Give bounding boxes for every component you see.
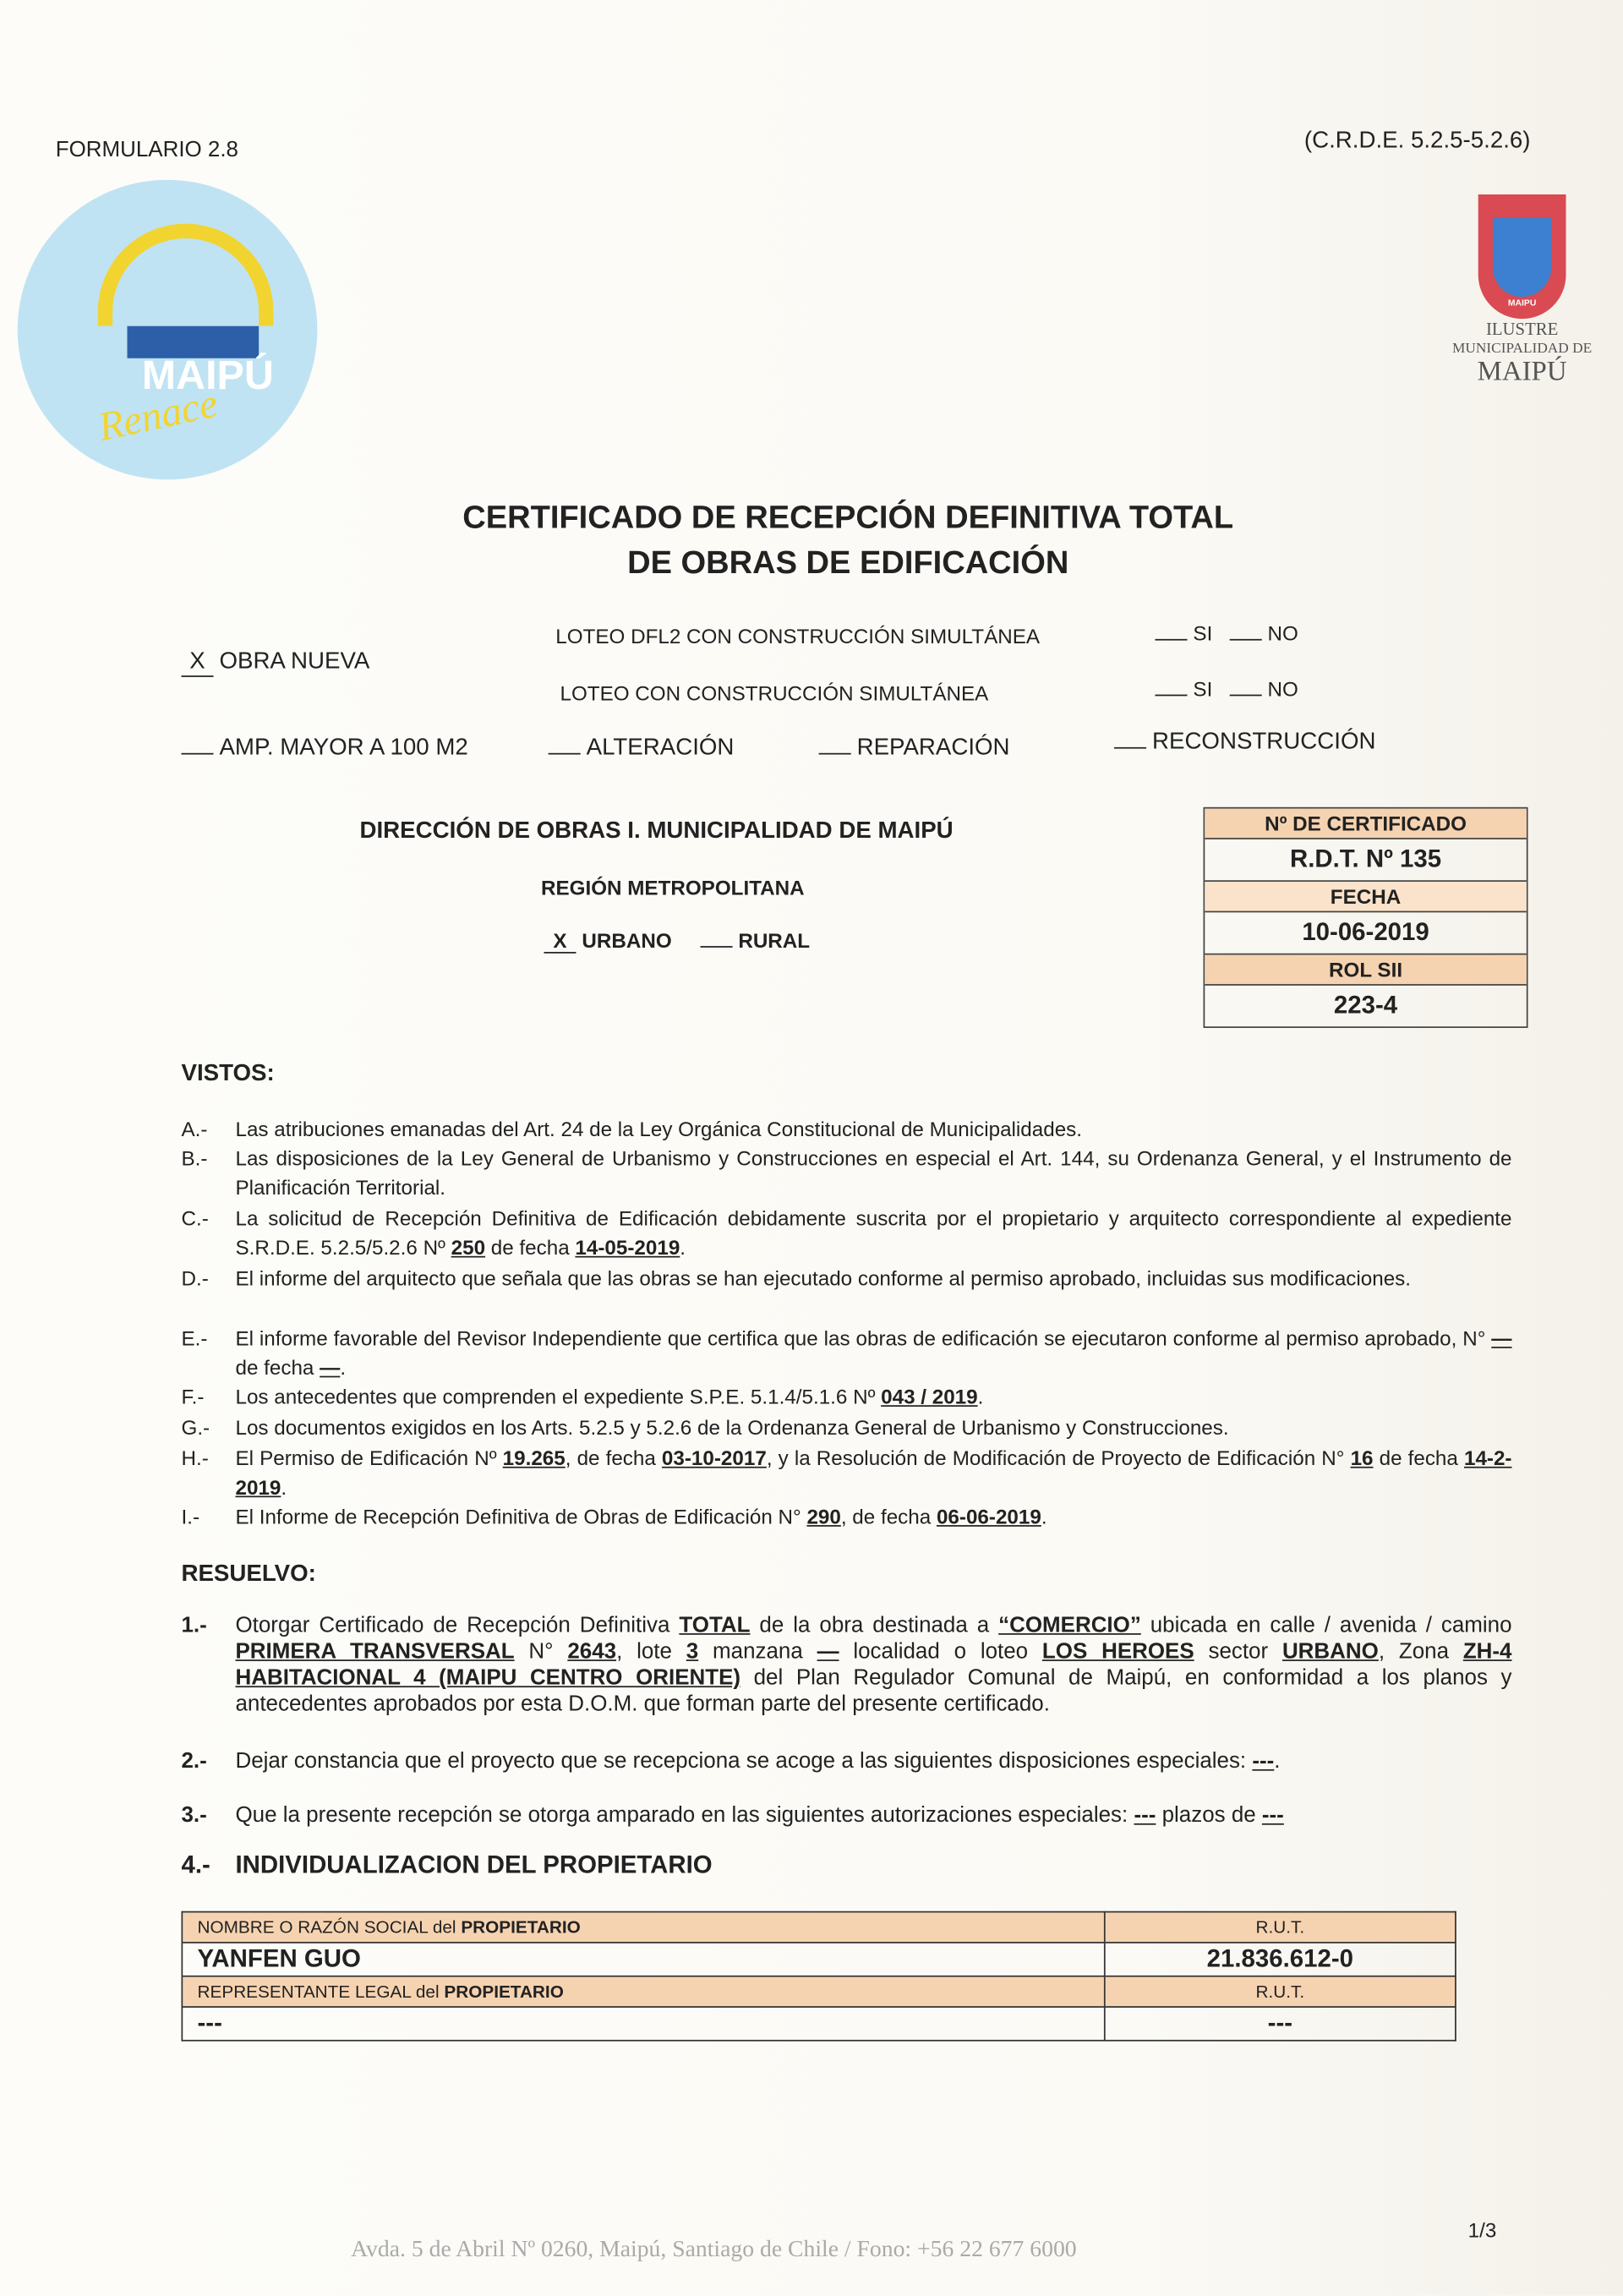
resuelvo-item-1: 1.- Otorgar Certificado de Recepción Definitiva TOTAL de la obra destinada a “COMERCIO” ubicada en calle / avenida / camino PRIMERA TRANSVERSAL N° 2643, lote 3 manzana — localidad o loteo LOS HEROES sector URBANO, Zona ZH-4 HABITACIONAL 4 (MAIPU CENTRO ORIENTE) del Plan Regulador Comunal de Maipú, en conformidad a los planos y antecedentes aprobados por esta D.O.M. que forman parte del presente certificado. — [181, 1612, 1512, 1717]
direccion-title: DIRECCIÓN DE OBRAS I. MUNICIPALIDAD DE MAIPÚ — [359, 818, 954, 845]
vistos-item: F.- Los antecedentes que comprenden el expediente S.P.E. 5.1.4/5.1.6 Nº 043 / 2019. — [181, 1385, 984, 1408]
vistos-item: B.- Las disposiciones de la Ley General de Urbanismo y Construcciones en especial el Art. 144, su Ordenanza General, y el Instrumento de Planificación Territorial. — [181, 1146, 1512, 1200]
maipu-renace-logo: MAIPÚ Renace — [18, 180, 318, 480]
resuelvo-item-2: 2.- Dejar constancia que el proyecto que se recepciona se acoge a las siguientes disposiciones especiales: ---. — [181, 1748, 1281, 1774]
owner-rut: 21.836.612-0 — [1105, 1943, 1456, 1976]
certificate-box: Nº DE CERTIFICADO R.D.T. Nº 135 FECHA 10-06-2019 ROL SII 223-4 — [1204, 807, 1528, 1028]
document-title: CERTIFICADO DE RECEPCIÓN DEFINITIVA TOTAL DE OBRAS DE EDIFICACIÓN — [462, 498, 1234, 581]
resuelvo-item-3: 3.- Que la presente recepción se otorga amparado en las siguientes autorizaciones especiales: --- plazos de --- — [181, 1802, 1284, 1829]
municipal-crest-logo: MAIPU ILUSTRE MUNICIPALIDAD DE MAIPÚ — [1440, 194, 1604, 389]
vistos-item: A.- Las atribuciones emanadas del Art. 24 de la Ley Orgánica Constitucional de Municipalidades. — [181, 1117, 1083, 1141]
option-reparacion: REPARACIÓN — [856, 735, 1010, 761]
vistos-item: I.- El Informe de Recepción Definitiva de Obras de Edificación N° 290, de fecha 06-06-2019. — [181, 1504, 1047, 1528]
form-label: FORMULARIO 2.8 — [55, 137, 238, 162]
resuelvo-heading: RESUELVO: — [181, 1561, 316, 1587]
certificate-page: FORMULARIO 2.8 (C.R.D.E. 5.2.5-5.2.6) MAIPÚ Renace MAIPU ILUSTRE MUNICIPALIDAD DE MAIPÚ CERTIFICADO DE RECEPCIÓN DEFINITIVA TOTAL DE OBRAS DE EDIFICACIÓN X OBRA NUEVA LOTEO DFL2 CON CONSTRUCCIÓN SIMULTÁNEA LOTEO CON CONSTRUCCIÓN SIMULTÁNEA SI NO SI NO AMP. MAYOR A 100 M2 ALTERACIÓN REPARACIÓN RECONSTRUCCIÓN DIRECCIÓN DE OBRAS I. MUNICIPALIDAD DE MAIPÚ REGIÓN METROPOLITANA X URBANO RURAL Nº DE CERTIFICADO R.D.T. Nº 135 FECHA 10-06-2019 ROL SII 223-4 VISTOS: A.- Las atribuciones emanadas del Art. 24 de la Ley Orgánica Constitucional de Municipalidades. B.- Las disposiciones de la Ley General de Urbanismo y Construcciones en especial el Art. 144, su Ordenanza General, y el Instrumento de Planificación Territorial. C.- La solicitud de Recepción Definitiva de Edificación debidamente suscrita por el propietario y arquitecto correspondiente al expediente S.R.D.E. 5.2.5/5.2.6 Nº 250 de fecha 14-05-2019. D.- El informe del arquitecto que señala que las obras se han ejecutado conforme al permiso aprobado, incluidas sus modificaciones. E.- El informe favorable del Revisor Independiente que certifica que las obras de edificación se ejecutaron conforme al permiso aprobado, N° — de fecha —. F.- Los antecedentes que comprenden el expediente S.P.E. 5.1.4/5.1.6 Nº 043 / 2019. G.- Los documentos exigidos en los Arts. 5.2.5 y 5.2.6 de la Ordenanza General de Urbanismo y Construcciones. H.- El Permiso de Edificación Nº 19.265, de fecha 03-10-2017, y la Resolución de Modificación de Proyecto de Edificación N° 16 de fecha 14-2-2019. I.- El Informe de Recepción Definitiva de Obras de Edificación N° 290, de fecha 06-06-2019. RESUELVO: 1.- Otorgar Certificado de Recepción Definitiva TOTAL de la obra destinada a “COMERCIO” ubicada en calle / avenida / camino PRIMERA TRANSVERSAL N° 2643, lote 3 manzana — localidad o loteo LOS HEROES sector URBANO, Zona ZH-4 HABITACIONAL 4 (MAIPU CENTRO ORIENTE) del Plan Regulador Comunal de Maipú, en conformidad a los planos y antecedentes aprobados por esta D.O.M. que forman parte del presente certificado. 2.- Dejar constancia que el proyecto que se recepciona se acoge a las siguientes disposiciones especiales: ---. 3.- Que la presente recepción se otorga amparado en las siguientes autorizaciones especiales: --- plazos de --- 4.- INDIVIDUALIZACION DEL PROPIETARIO NOMBRE O RAZÓN SOCIAL del PROPIETARIO R.U.T. YANFEN GUO 21.836.612-0 REPRESENTANTE LEGAL del PROPIETARIO R.U.T. --- --- 1/3 Avda. 5 de Abril Nº 0260, Maipú, Santiago de Chile / Fono: +56 22 677 6000 — [0, 0, 1623, 2296]
region: REGIÓN METROPOLITANA — [540, 876, 805, 899]
resuelvo-item-4: 4.- INDIVIDUALIZACION DEL PROPIETARIO — [181, 1850, 713, 1879]
option-reconstruccion: RECONSTRUCCIÓN — [1152, 730, 1376, 755]
option-loteo-dfl2: LOTEO DFL2 CON CONSTRUCCIÓN SIMULTÁNEA — [555, 624, 1041, 648]
vistos-item: G.- Los documentos exigidos en los Arts. 5.2.5 y 5.2.6 de la Ordenanza General de Urbanismo y Construcciones. — [181, 1415, 1229, 1440]
option-amp: AMP. MAYOR A 100 M2 — [219, 735, 468, 761]
vistos-item: D.- El informe del arquitecto que señala que las obras se han ejecutado conforme al permiso aprobado, incluidas sus modificaciones. — [181, 1266, 1412, 1290]
rol-sii: 223-4 — [1333, 991, 1398, 1020]
form-code: (C.R.D.E. 5.2.5-5.2.6) — [1303, 128, 1531, 154]
certificate-date: 10-06-2019 — [1205, 912, 1527, 954]
page-number: 1/3 — [1467, 2217, 1497, 2242]
vistos-item: H.- El Permiso de Edificación Nº 19.265, de fecha 03-10-2017, y la Resolución de Modificación de Proyecto de Edificación N° 16 de fecha 14-2-2019. — [181, 1446, 1512, 1499]
vistos-item: C.- La solicitud de Recepción Definitiva de Edificación debidamente suscrita por el propietario y arquitecto correspondiente al expediente S.R.D.E. 5.2.5/5.2.6 Nº 250 de fecha 14-05-2019. — [181, 1206, 1512, 1260]
option-obra-nueva: X OBRA NUEVA — [181, 649, 369, 677]
vistos-item: E.- El informe favorable del Revisor Independiente que certifica que las obras de edificación se ejecutaron conforme al permiso aprobado, N° — de fecha —. — [181, 1326, 1512, 1380]
footer-address: Avda. 5 de Abril Nº 0260, Maipú, Santiago de Chile / Fono: +56 22 677 6000 — [351, 2237, 1077, 2262]
certificate-number: R.D.T. Nº 135 — [1205, 839, 1527, 882]
urbano-rural: X URBANO RURAL — [544, 928, 810, 953]
vistos-heading: VISTOS: — [181, 1061, 275, 1087]
legal-rep: --- — [182, 2007, 1104, 2041]
owner-table: NOMBRE O RAZÓN SOCIAL del PROPIETARIO R.U.T. YANFEN GUO 21.836.612-0 REPRESENTANTE LEGAL del PROPIETARIO R.U.T. --- --- — [181, 1911, 1456, 2042]
legal-rep-rut: --- — [1105, 2007, 1456, 2041]
option-alteracion: ALTERACIÓN — [586, 735, 735, 761]
owner-name: YANFEN GUO — [182, 1943, 1104, 1976]
option-loteo-con: LOTEO CON CONSTRUCCIÓN SIMULTÁNEA — [560, 681, 989, 705]
